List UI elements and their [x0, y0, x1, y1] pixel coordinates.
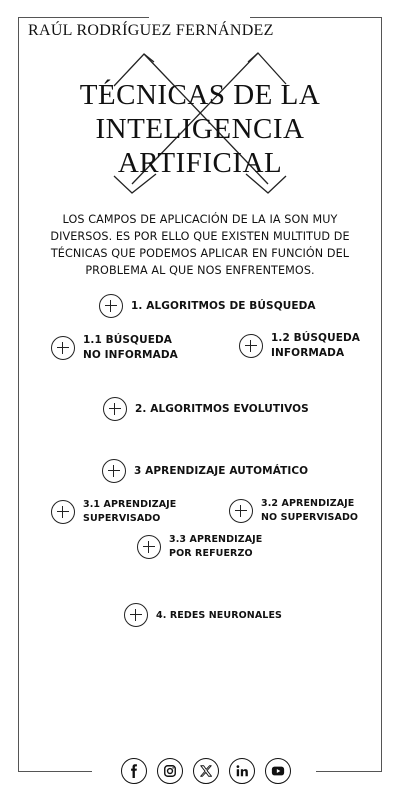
topic-label: 1. ALGORITMOS DE BÚSQUEDA [131, 299, 316, 312]
frame-top-left [18, 17, 149, 18]
topic-label: 3.2 APRENDIZAJE NO SUPERVISADO [261, 498, 359, 523]
topic-busqueda-informada[interactable] [239, 331, 361, 361]
intro-text: LOS CAMPOS DE APLICACIÓN DE LA IA SON MUY DIVERSOS. ES POR ELLO QUE EXISTEN MULTITUD DE TÉCNICAS QUE PODEMOS APLICAR EN FUNCIÓN DEL PROBLEMA AL QUE NOS ENFRENTEMOS. [50, 213, 350, 277]
topic-label: 1.1 BÚSQUEDA NO INFORMADA [83, 334, 178, 361]
plus-icon [102, 459, 126, 483]
instagram-icon[interactable] [157, 758, 183, 784]
plus-icon [124, 603, 148, 627]
youtube-icon[interactable] [265, 758, 291, 784]
topic-aprendizaje-no-supervisado[interactable] [229, 497, 361, 525]
topic-label: 3.1 APRENDIZAJE SUPERVISADO [83, 499, 177, 524]
topic-label: 1.2 BÚSQUEDA INFORMADA [271, 332, 361, 359]
plus-icon [137, 535, 161, 559]
plus-icon [103, 397, 127, 421]
frame-top-right [250, 17, 382, 18]
author-name: RAÚL RODRÍGUEZ FERNÁNDEZ [28, 22, 274, 39]
title-line-2: INTELIGENCIA [95, 113, 305, 145]
topic-aprendizaje-refuerzo[interactable] [137, 533, 269, 561]
topic-redes-neuronales[interactable] [124, 603, 282, 627]
topic-label: 2. ALGORITMOS EVOLUTIVOS [135, 402, 309, 415]
topic-aprendizaje-automatico[interactable] [102, 459, 308, 483]
topic-label: 3.3 APRENDIZAJE POR REFUERZO [169, 534, 263, 559]
frame-left [18, 17, 19, 771]
frame-bottom-left [18, 771, 92, 772]
linkedin-icon[interactable] [229, 758, 255, 784]
topic-label: 3 APRENDIZAJE AUTOMÁTICO [134, 464, 309, 477]
plus-icon [51, 500, 75, 524]
plus-icon [51, 336, 75, 360]
topic-label: 4. REDES NEURONALES [156, 609, 282, 621]
plus-icon [229, 499, 253, 523]
social-links [121, 758, 291, 784]
topic-aprendizaje-supervisado[interactable] [51, 498, 183, 526]
facebook-icon[interactable] [121, 758, 147, 784]
title-line-1: TÉCNICAS DE LA [79, 79, 321, 111]
plus-icon [239, 334, 263, 358]
page-title [40, 78, 360, 180]
topic-algoritmos-evolutivos[interactable] [103, 397, 309, 421]
frame-bottom-right [316, 771, 382, 772]
x-icon[interactable] [193, 758, 219, 784]
frame-right [381, 17, 382, 771]
plus-icon [99, 294, 123, 318]
topic-busqueda-no-informada[interactable] [51, 333, 193, 363]
topic-algoritmos-busqueda[interactable] [99, 294, 316, 318]
title-line-3: ARTIFICIAL [117, 147, 283, 179]
